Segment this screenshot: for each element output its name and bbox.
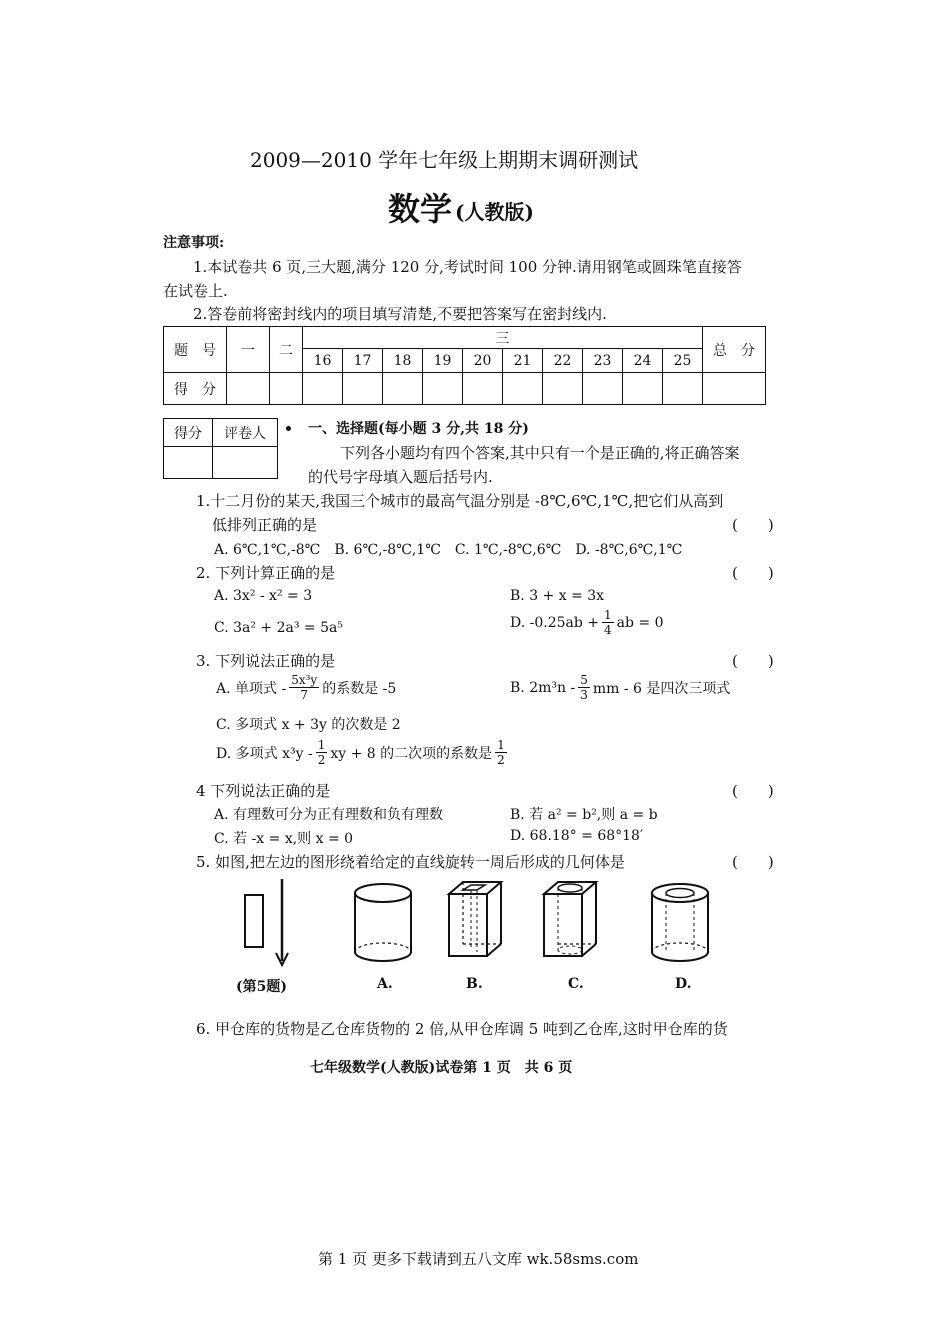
q4-option-c: C. 若 -x = x,则 x = 0 — [214, 831, 354, 847]
grader-score-label: 得分 — [164, 419, 213, 447]
q3-d-fraction-2 — [495, 738, 507, 767]
row-label-score: 得 分 — [164, 373, 227, 405]
q3-option-b — [510, 673, 730, 702]
q1-stem: 1.十二月份的某天,我国三个城市的最高气温分别是 -8℃,6℃,1℃,把它们从高到 — [196, 492, 724, 510]
q3-answer-paren[interactable]: ( ) — [732, 652, 774, 670]
score-cell[interactable] — [503, 373, 543, 405]
sub-col: 23 — [583, 349, 623, 373]
q5-figure-rectangle-axis — [236, 875, 296, 970]
q5-answer-paren[interactable]: ( ) — [732, 853, 774, 871]
note-item-1: 1.本试卷共 6 页,三大题,满分 120 分,考试时间 100 分钟.请用钢笔或圆珠笔直接答 — [193, 258, 742, 276]
sub-col: 17 — [343, 349, 383, 373]
score-cell[interactable] — [270, 373, 303, 405]
q4-stem: 4 下列说法正确的是 — [196, 782, 331, 800]
q2-d-num: 1 — [604, 608, 612, 622]
q1-options: A. 6℃,1℃,-8℃ B. 6℃,-8℃,1℃ C. 1℃,-8℃,6℃ D. -8℃,6℃,1℃ — [214, 542, 683, 558]
notes-heading: 注意事项: — [163, 235, 225, 251]
q1-answer-paren[interactable]: ( ) — [732, 516, 774, 534]
q4-option-a: A. 有理数可分为正有理数和负有理数 — [214, 807, 444, 823]
score-cell[interactable] — [383, 373, 423, 405]
q3-stem: 3. 下列说法正确的是 — [196, 652, 336, 670]
sub-col: 22 — [543, 349, 583, 373]
note-item-2: 2.答卷前将密封线内的项目填写清楚,不要把答案写在密封线内. — [193, 305, 607, 323]
q3-option-d — [216, 738, 507, 767]
section-1-intro-cont: 的代号字母填入题后括号内. — [308, 468, 493, 486]
q2-option-b: B. 3 + x = 3x — [510, 588, 605, 604]
grader-score-cell[interactable] — [164, 447, 213, 479]
q2-answer-paren[interactable]: ( ) — [732, 564, 774, 582]
q5-option-d-hollow-cylinder — [645, 880, 715, 970]
score-cell[interactable] — [543, 373, 583, 405]
q3-a-num: 5x³y — [291, 673, 318, 687]
subject-title: 数学 — [388, 190, 453, 228]
grader-table — [163, 418, 278, 479]
section-1-intro: 下列各小题均有四个答案,其中只有一个是正确的,将正确答案 — [340, 444, 740, 462]
grader-name-label: 评卷人 — [213, 419, 278, 447]
sub-col: 21 — [503, 349, 543, 373]
q2-d-pre: D. -0.25ab + — [510, 614, 600, 631]
row-label-number: 题 号 — [164, 327, 227, 373]
sub-col: 19 — [423, 349, 463, 373]
score-cell[interactable] — [303, 373, 343, 405]
q2-d-den: 4 — [604, 623, 612, 637]
q5-label-b: B. — [466, 976, 483, 992]
q2-stem: 2. 下列计算正确的是 — [196, 564, 336, 582]
q3-b-fraction — [578, 673, 590, 702]
q3-b-den: 3 — [580, 688, 588, 702]
bullet-dot — [286, 426, 291, 431]
q5-option-c-prism-with-hole — [538, 876, 603, 968]
q3-b-post: mm - 6 是四次三项式 — [592, 680, 731, 697]
col-total: 总 分 — [703, 327, 766, 373]
score-table — [163, 326, 766, 405]
exam-title: 2009—2010 学年七年级上期期末调研测试 — [250, 148, 639, 172]
q4-answer-paren[interactable]: ( ) — [732, 782, 774, 800]
q3-d-fraction — [316, 738, 328, 767]
q2-d-post: ab = 0 — [616, 614, 664, 631]
col-section-2: 二 — [270, 327, 303, 373]
col-section-3: 三 — [303, 327, 703, 349]
q3-d-num-2: 1 — [497, 738, 505, 752]
q5-label-c: C. — [568, 976, 584, 992]
q3-b-pre: B. 2m³n - — [510, 679, 576, 696]
site-footer: 第 1 页 更多下载请到五八文库 wk.58sms.com — [318, 1250, 639, 1268]
q3-d-num: 1 — [317, 738, 326, 752]
q3-d-den: 2 — [317, 753, 326, 767]
section-1-title: 一、选择题(每小题 3 分,共 18 分) — [308, 421, 529, 437]
col-section-1: 一 — [227, 327, 270, 373]
q4-option-d: D. 68.18° = 68°18′ — [510, 828, 644, 844]
page-footer: 七年级数学(人教版)试卷第 1 页 共 6 页 — [310, 1060, 573, 1076]
score-cell[interactable] — [663, 373, 703, 405]
score-cell[interactable] — [343, 373, 383, 405]
score-cell[interactable] — [583, 373, 623, 405]
q5-figure-caption: (第5题) — [236, 979, 287, 995]
q2-option-c: C. 3a² + 2a³ = 5a⁵ — [214, 620, 343, 636]
q5-label-d: D. — [675, 976, 692, 992]
score-cell[interactable] — [463, 373, 503, 405]
score-cell[interactable] — [623, 373, 663, 405]
grader-name-cell[interactable] — [213, 447, 278, 479]
q3-option-a — [216, 673, 396, 702]
sub-col: 16 — [303, 349, 343, 373]
q5-label-a: A. — [377, 976, 393, 992]
sub-col: 20 — [463, 349, 503, 373]
q5-option-b-hollow-prism — [443, 876, 508, 968]
sub-col: 24 — [623, 349, 663, 373]
note-item-1-cont: 在试卷上. — [163, 282, 228, 300]
q3-d-den-2: 2 — [497, 753, 505, 767]
q3-d-mid: xy + 8 的二次项的系数是 — [330, 745, 493, 762]
sub-col: 18 — [383, 349, 423, 373]
q3-d-pre: D. 多项式 x³y - — [216, 745, 313, 762]
q3-a-post: 的系数是 -5 — [322, 680, 397, 697]
q3-a-den: 7 — [300, 688, 309, 702]
q3-option-c: C. 多项式 x + 3y 的次数是 2 — [216, 717, 401, 733]
q1-stem-cont: 低排列正确的是 — [212, 516, 318, 534]
q5-option-a-cylinder — [348, 880, 418, 970]
total-score-cell[interactable] — [703, 373, 766, 405]
score-cell[interactable] — [423, 373, 463, 405]
q2-d-fraction — [602, 608, 614, 637]
q3-a-pre: A. 单项式 - — [216, 680, 287, 697]
q3-a-fraction — [289, 673, 319, 702]
score-cell[interactable] — [227, 373, 270, 405]
sub-col: 25 — [663, 349, 703, 373]
edition-label: (人教版) — [455, 200, 534, 224]
q2-option-a: A. 3x² - x² = 3 — [214, 588, 313, 604]
q3-b-num: 5 — [580, 673, 588, 687]
q2-option-d — [510, 608, 664, 637]
q6-stem: 6. 甲仓库的货物是乙仓库货物的 2 倍,从甲仓库调 5 吨到乙仓库,这时甲仓库的货 — [196, 1020, 728, 1038]
q4-option-b: B. 若 a² = b²,则 a = b — [510, 807, 658, 823]
q5-stem: 5. 如图,把左边的图形绕着给定的直线旋转一周后形成的几何体是 — [196, 853, 625, 871]
